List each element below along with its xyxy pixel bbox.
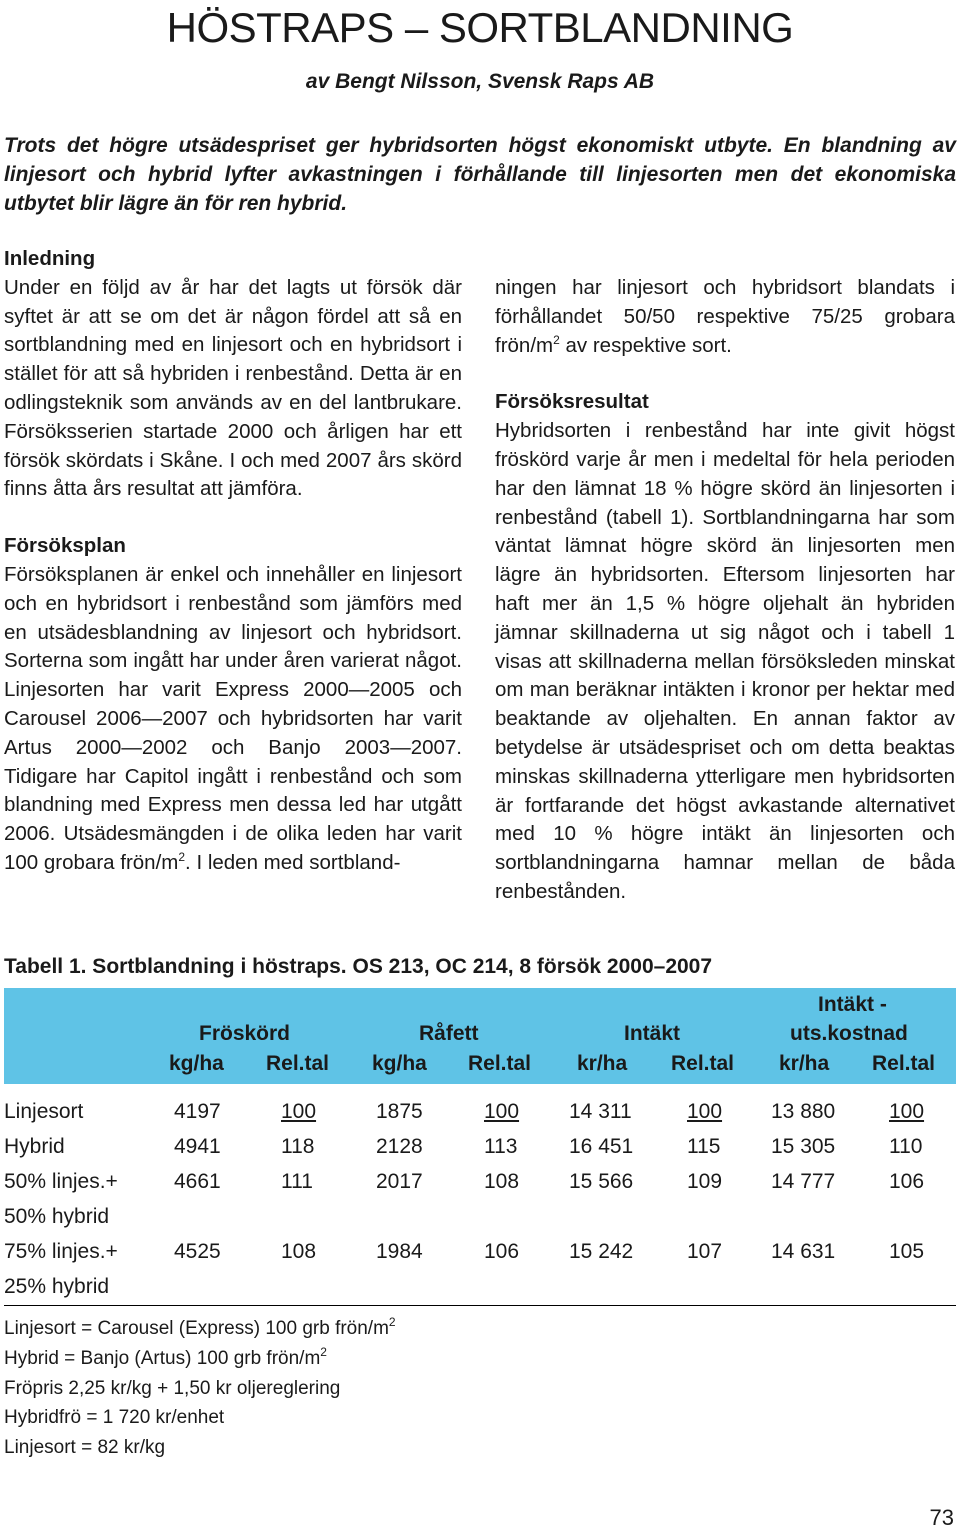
- table-cell: 13 880: [771, 1100, 836, 1123]
- table-cell: 100: [889, 1100, 925, 1123]
- table-cell: 118: [281, 1135, 315, 1158]
- author-line: av Bengt Nilsson, Svensk Raps AB: [305, 70, 655, 93]
- table-cell: 1875: [376, 1100, 423, 1123]
- superscript: 2: [553, 332, 560, 347]
- table-cell: 15 242: [569, 1240, 634, 1263]
- table-cell: 106: [484, 1240, 520, 1263]
- page-title: HÖSTRAPS – SORTBLANDNING: [166, 4, 794, 51]
- continued-paragraph: [495, 274, 955, 360]
- table-cell: 100: [687, 1100, 723, 1123]
- subheader: kr/ha: [577, 1052, 628, 1075]
- table-cell: 100: [281, 1100, 317, 1123]
- row-label-cont: 50% hybrid: [4, 1205, 110, 1228]
- table-cell: 16 451: [569, 1135, 634, 1158]
- note-text: Linjesort = 82 kr/kg: [4, 1437, 166, 1459]
- note-line: [4, 1403, 956, 1433]
- subheader: Rel.tal: [266, 1052, 330, 1075]
- header-intakt-minus: Intäkt -: [818, 993, 887, 1016]
- note-line: [4, 1374, 956, 1404]
- table-cell: 108: [484, 1170, 520, 1193]
- right-column: [495, 274, 955, 907]
- continued-text: ningen har linjesort och hybridsort blandats i förhållandet 50/50 respektive 75/25 grobara frön/m: [495, 276, 955, 357]
- table-cell: 106: [889, 1170, 925, 1193]
- resultat-text: Hybridsorten i renbestånd har inte givit högst fröskörd varje år men i medeltal för hela perioden har den lämnat 18 % högre skörd än linjesorten i renbestånd (tabell 1). Sortblandningarna har som väntat lämnat högre skörd än linjesorten men lägre än hybridsorten. Eftersom linjesorten har haft mer än 1,5 % högre oljehalt än hybriden jämnar skillnaderna ut sig något och i tabell 1 visas att skillnaderna mellan försöksleden minskat om man beräknar intäkten i kronor per hektar med beaktande av oljehalten. En annan faktor av betydelse är utsädespriset och om detta beaktas minskas skillnaderna ytterligare men hybridsorten är fortfarande det högst avkastande alternativet med 10 % högre intäkt än linjesorten och sortblandningarna hamnar mellan de båda renbestånden.: [495, 419, 955, 903]
- table-cell: 110: [889, 1135, 923, 1158]
- table-cell: 4941: [174, 1135, 221, 1158]
- table-cell: 113: [484, 1135, 518, 1158]
- subheader: Rel.tal: [671, 1052, 735, 1075]
- table-cell: 4197: [174, 1100, 221, 1123]
- header-uts-kostnad: uts.kostnad: [790, 1022, 908, 1045]
- table-cell: 109: [687, 1170, 723, 1193]
- table-notes: [4, 1305, 956, 1463]
- table-cell: 105: [889, 1240, 925, 1263]
- forsoksplan-tail: . I leden med sortbland-: [185, 850, 401, 874]
- page-number: 73: [929, 1505, 954, 1530]
- row-label: Linjesort: [4, 1100, 84, 1123]
- header-intakt: Intäkt: [624, 1022, 681, 1045]
- table-cell: 1984: [376, 1240, 423, 1263]
- table-caption: Tabell 1. Sortblandning i höstraps. OS 213, OC 214, 8 försök 2000–2007: [4, 955, 713, 978]
- note-line: [4, 1314, 956, 1344]
- subheader: kg/ha: [372, 1052, 427, 1075]
- superscript: 2: [320, 1344, 327, 1359]
- section-heading-forsoksplan: Försöksplan: [4, 534, 126, 558]
- subheader: kg/ha: [169, 1052, 224, 1075]
- note-line: [4, 1344, 956, 1374]
- continued-tail: av respektive sort.: [559, 333, 732, 357]
- table-cell: 14 311: [569, 1100, 632, 1123]
- section-heading-inledning: Inledning: [4, 247, 96, 270]
- table-cell: 107: [687, 1240, 723, 1263]
- row-label: 75% linjes.+: [4, 1240, 118, 1263]
- table-cell: 108: [281, 1240, 317, 1263]
- row-label: 50% linjes.+: [4, 1170, 118, 1193]
- table-cell: 2017: [376, 1170, 423, 1193]
- subheader: Rel.tal: [872, 1052, 936, 1075]
- note-line: [4, 1433, 956, 1463]
- section-heading-resultat: Försöksresultat: [495, 390, 649, 414]
- forsoksplan-paragraph: [4, 561, 462, 878]
- subheader: kr/ha: [779, 1052, 830, 1075]
- table-cell: 14 631: [771, 1240, 836, 1263]
- table-cell: 115: [687, 1135, 721, 1158]
- note-text: Fröpris 2,25 kr/kg + 1,50 kr oljereglering: [4, 1377, 341, 1399]
- note-text: Linjesort = Carousel (Express) 100 grb frön/m: [4, 1318, 389, 1339]
- table-cell: 111: [281, 1170, 313, 1193]
- table-cell: 15 566: [569, 1170, 634, 1193]
- table-cell: 2128: [376, 1135, 423, 1158]
- header-froskord: Fröskörd: [199, 1022, 291, 1045]
- table-cell: 15 305: [771, 1135, 836, 1158]
- inledning-text: Under en följd av år har det lagts ut försök där syftet är att se om det är någon fördel att så en sortblandning med en linjesort och en hybridsort i stället för att så hybriden i renbestånd. Detta är en odlingsteknik som används av en del lantbrukare. Försöksserien startade 2000 och årligen har ett försök skördats i Skåne. I och med 2007 års skörd finns åtta års resultat att jämföra.: [4, 275, 462, 501]
- row-label: Hybrid: [4, 1135, 65, 1158]
- superscript: 2: [388, 1315, 396, 1329]
- header-rafett: Råfett: [419, 1022, 479, 1045]
- table-cell: 4525: [174, 1240, 221, 1263]
- lead-paragraph: Trots det högre utsädespriset ger hybridsorten högst ekonomiskt utbyte. En blandning av linjesort och hybrid lyfter avkastningen i förhållande till linjesorten men det ekonomiska utbytet blir lägre än för ren hybrid.: [4, 134, 956, 215]
- table-cell: 4661: [174, 1170, 221, 1193]
- subheader: Rel.tal: [468, 1052, 532, 1075]
- superscript: 2: [178, 849, 186, 864]
- table-header: [4, 988, 956, 1084]
- note-text: Hybrid = Banjo (Artus) 100 grb frön/m: [4, 1347, 321, 1369]
- forsoksplan-text: Försöksplanen är enkel och innehåller en linjesort och en hybridsort i renbestånd som jämförs med en utsädesblandning av linjesort och hybridsort. Sorterna som ingått har under åren varierat något. Linjesorten har varit Express 2000—2005 och Carousel 2006—2007 och hybridsorten har varit Artus 2000—2002 och Banjo 2003—2007. Tidigare har Capitol ingått i renbestånd och som blandning med Express men dessa led har utgått 2006. Utsädesmängden i de olika leden har varit 100 grobara frön/m: [4, 562, 462, 874]
- table-cell: 100: [484, 1100, 520, 1123]
- note-text: Hybridfrö = 1 720 kr/enhet: [4, 1407, 225, 1429]
- left-column: [4, 245, 462, 878]
- row-label-cont: 25% hybrid: [4, 1275, 110, 1298]
- table-cell: 14 777: [771, 1170, 836, 1193]
